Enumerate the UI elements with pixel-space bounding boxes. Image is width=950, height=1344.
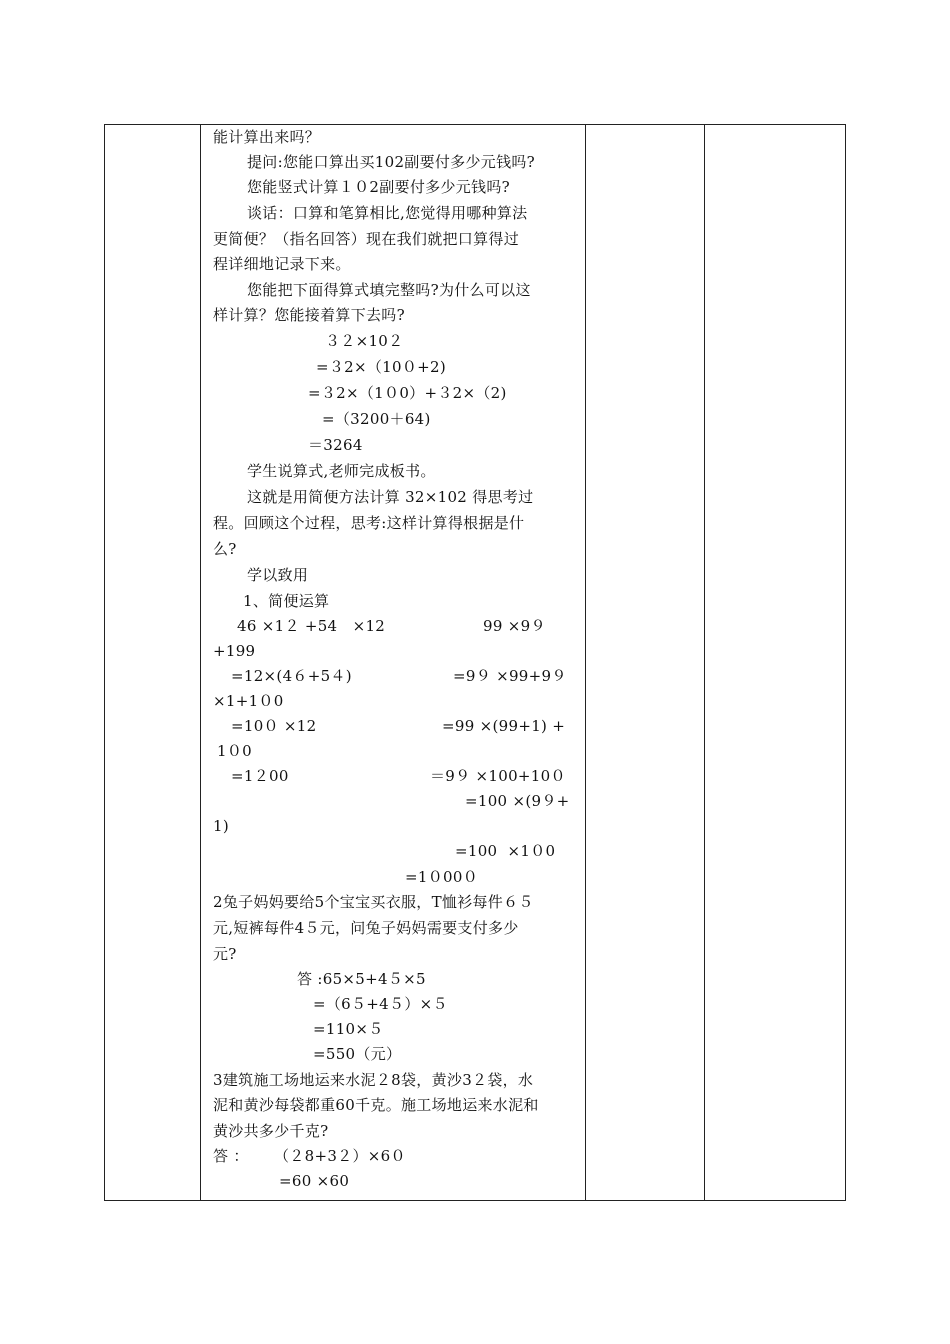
text-line: 黄沙共多少千克? xyxy=(213,1122,329,1140)
text-line: 元? xyxy=(213,945,237,963)
text-line: 提问:您能口算出买102副要付多少元钱吗? xyxy=(247,153,536,171)
text-line: 学生说算式,老师完成板书。 xyxy=(247,462,436,480)
text-line: 程详细地记录下来。 xyxy=(213,255,351,273)
formula-line: =10０ ×12 xyxy=(231,717,317,735)
text-line: 元,短裤每件4５元，问兔子妈妈需要支付多少 xyxy=(213,919,519,937)
formula-line: ＝9９ ×100+10０ xyxy=(430,767,566,785)
formula-line: =1０00０ xyxy=(405,868,478,886)
text-line: 2兔子妈妈要给5个宝宝买衣服，T恤衫每件６５ xyxy=(213,893,534,911)
column-divider-1 xyxy=(200,125,201,1200)
formula-line: =99 ×(99+1) + xyxy=(442,717,566,735)
text-line: 这就是用简便方法计算 32×102 得思考过 xyxy=(247,488,534,506)
formula-line: 答 ： （２8+3２）×6０ xyxy=(213,1147,406,1165)
section-heading: 学以致用 xyxy=(247,566,309,584)
text-line: 3建筑施工场地运来水泥２8袋，黄沙3２袋，水 xyxy=(213,1071,534,1089)
formula-line: 99 ×9９ xyxy=(483,617,546,635)
lesson-content-cell xyxy=(209,125,589,1202)
formula-line: 答 :65×5+4５×5 xyxy=(297,970,426,988)
formula-line: =３2×（1０0）+３2×（2) xyxy=(308,384,507,402)
text-line: 么? xyxy=(213,540,237,558)
formula-line: =（6５+4５）×５ xyxy=(313,995,448,1013)
formula-line: =（3200＋64) xyxy=(322,410,431,428)
formula-line: =12×(4６+5４) xyxy=(231,667,352,685)
formula-line: =100 ×1０0 xyxy=(455,842,556,860)
text-line: 谈话：口算和笔算相比,您觉得用哪种算法 xyxy=(247,204,528,222)
formula-line: =110×５ xyxy=(313,1020,384,1038)
formula-line: =9９ ×99+9９ xyxy=(453,667,567,685)
formula-line: ３２×10２ xyxy=(325,332,404,350)
formula-line: =1２00 xyxy=(231,767,289,785)
formula-line: 1) xyxy=(213,817,229,835)
text-line: 能计算出来吗？ xyxy=(213,128,321,146)
text-line: 1、简便运算 xyxy=(243,592,330,610)
text-line: 您能竖式计算１０2副要付多少元钱吗? xyxy=(247,178,510,196)
formula-line: 46 ×1２ +54 ×12 xyxy=(237,617,386,635)
text-line: 样计算？您能接着算下去吗? xyxy=(213,306,405,324)
formula-line: =550（元） xyxy=(313,1045,402,1063)
formula-line: 1０0 xyxy=(217,742,252,760)
formula-line: ＝3264 xyxy=(308,436,363,454)
formula-line: ×1+1０0 xyxy=(213,692,284,710)
formula-line: =60 ×60 xyxy=(279,1172,350,1190)
formula-line: =３2×（10０+2) xyxy=(316,358,447,376)
column-divider-3 xyxy=(704,125,705,1200)
text-line: 程。回顾这个过程，思考:这样计算得根据是什 xyxy=(213,514,525,532)
lesson-table xyxy=(104,124,846,1201)
text-line: 更简便？（指名回答）现在我们就把口算得过 xyxy=(213,230,520,248)
formula-line: +199 xyxy=(213,642,256,660)
text-line: 泥和黄沙每袋都重60千克。施工场地运来水泥和 xyxy=(213,1096,539,1114)
text-line: 您能把下面得算式填完整吗?为什么可以这 xyxy=(247,281,531,299)
formula-line: =100 ×(9９+ xyxy=(465,792,570,810)
